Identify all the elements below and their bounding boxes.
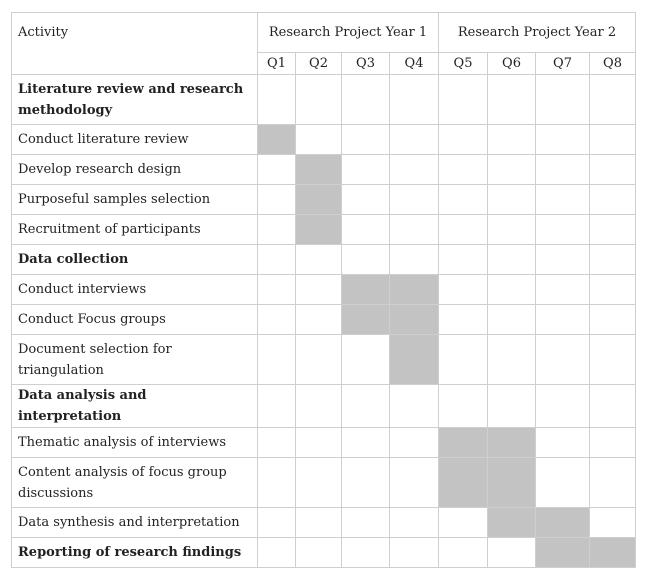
gantt-empty-cell (590, 275, 636, 305)
gantt-empty-cell (536, 458, 590, 508)
activity-label: Document selection for triangulation (12, 335, 258, 385)
gantt-empty-cell (536, 305, 590, 335)
gantt-empty-cell (536, 215, 590, 245)
gantt-empty-cell (342, 458, 390, 508)
gantt-empty-cell (536, 275, 590, 305)
gantt-body (12, 75, 636, 568)
gantt-empty-cell (296, 75, 342, 125)
gantt-empty-cell (590, 245, 636, 275)
gantt-empty-cell (258, 335, 296, 385)
gantt-empty-cell (258, 305, 296, 335)
gantt-empty-cell (296, 458, 342, 508)
gantt-empty-cell (536, 335, 590, 385)
activity-label: Data synthesis and interpretation (12, 508, 258, 538)
gantt-empty-cell (439, 155, 488, 185)
gantt-empty-cell (488, 305, 536, 335)
gantt-empty-cell (258, 538, 296, 568)
activity-row (12, 305, 636, 335)
gantt-bar-cell (296, 185, 342, 215)
gantt-empty-cell (390, 215, 439, 245)
section-row (12, 245, 636, 275)
gantt-empty-cell (342, 185, 390, 215)
section-label: Reporting of research findings (12, 538, 258, 568)
activity-row (12, 185, 636, 215)
gantt-empty-cell (258, 458, 296, 508)
gantt-empty-cell (488, 275, 536, 305)
gantt-empty-cell (390, 185, 439, 215)
gantt-empty-cell (590, 428, 636, 458)
activity-label: Content analysis of focus group discussions (12, 458, 258, 508)
gantt-empty-cell (258, 185, 296, 215)
gantt-empty-cell (488, 185, 536, 215)
quarter-header: Q1 (258, 53, 296, 75)
activity-row (12, 155, 636, 185)
gantt-empty-cell (258, 385, 296, 428)
gantt-empty-cell (258, 155, 296, 185)
gantt-table (11, 12, 636, 568)
gantt-empty-cell (439, 275, 488, 305)
gantt-empty-cell (258, 275, 296, 305)
gantt-empty-cell (488, 75, 536, 125)
gantt-bar-cell (342, 305, 390, 335)
gantt-empty-cell (296, 508, 342, 538)
gantt-empty-cell (342, 428, 390, 458)
gantt-empty-cell (590, 125, 636, 155)
gantt-bar-cell (296, 155, 342, 185)
gantt-empty-cell (590, 305, 636, 335)
activity-row (12, 125, 636, 155)
quarter-header: Q6 (488, 53, 536, 75)
section-row (12, 538, 636, 568)
quarter-header: Q8 (590, 53, 636, 75)
year1-header: Research Project Year 1 (258, 13, 439, 53)
activity-row (12, 275, 636, 305)
gantt-empty-cell (488, 335, 536, 385)
gantt-empty-cell (258, 245, 296, 275)
gantt-empty-cell (296, 305, 342, 335)
gantt-empty-cell (439, 245, 488, 275)
gantt-bar-cell (488, 508, 536, 538)
gantt-empty-cell (296, 275, 342, 305)
gantt-empty-cell (536, 428, 590, 458)
quarter-header: Q3 (342, 53, 390, 75)
header-row-years (12, 13, 636, 53)
gantt-empty-cell (439, 75, 488, 125)
gantt-bar-cell (390, 275, 439, 305)
activity-label: Conduct interviews (12, 275, 258, 305)
gantt-empty-cell (390, 155, 439, 185)
gantt-empty-cell (390, 385, 439, 428)
gantt-empty-cell (439, 508, 488, 538)
gantt-empty-cell (439, 185, 488, 215)
gantt-empty-cell (439, 215, 488, 245)
gantt-empty-cell (258, 215, 296, 245)
gantt-empty-cell (390, 458, 439, 508)
gantt-empty-cell (590, 385, 636, 428)
gantt-empty-cell (258, 508, 296, 538)
activity-header: Activity (12, 13, 258, 75)
gantt-empty-cell (488, 538, 536, 568)
gantt-empty-cell (342, 245, 390, 275)
gantt-empty-cell (296, 125, 342, 155)
gantt-bar-cell (296, 215, 342, 245)
gantt-empty-cell (342, 155, 390, 185)
gantt-empty-cell (390, 428, 439, 458)
year2-header: Research Project Year 2 (439, 13, 636, 53)
gantt-bar-cell (390, 335, 439, 385)
gantt-empty-cell (439, 538, 488, 568)
activity-row (12, 215, 636, 245)
gantt-empty-cell (439, 305, 488, 335)
gantt-empty-cell (258, 75, 296, 125)
gantt-empty-cell (390, 125, 439, 155)
gantt-empty-cell (342, 125, 390, 155)
gantt-empty-cell (536, 185, 590, 215)
gantt-bar-cell (536, 508, 590, 538)
activity-label: Recruitment of participants (12, 215, 258, 245)
gantt-empty-cell (536, 385, 590, 428)
gantt-empty-cell (342, 385, 390, 428)
activity-row (12, 508, 636, 538)
section-row (12, 75, 636, 125)
activity-row (12, 335, 636, 385)
gantt-bar-cell (536, 538, 590, 568)
gantt-bar-cell (390, 305, 439, 335)
activity-row (12, 428, 636, 458)
gantt-empty-cell (488, 385, 536, 428)
quarter-header: Q4 (390, 53, 439, 75)
gantt-empty-cell (390, 245, 439, 275)
gantt-empty-cell (390, 508, 439, 538)
section-label: Data analysis and interpretation (12, 385, 258, 428)
gantt-empty-cell (342, 75, 390, 125)
gantt-bar-cell (439, 458, 488, 508)
gantt-empty-cell (296, 428, 342, 458)
gantt-empty-cell (590, 215, 636, 245)
gantt-empty-cell (488, 125, 536, 155)
gantt-empty-cell (342, 508, 390, 538)
gantt-bar-cell (590, 538, 636, 568)
gantt-empty-cell (296, 335, 342, 385)
gantt-empty-cell (536, 125, 590, 155)
gantt-empty-cell (536, 155, 590, 185)
gantt-empty-cell (590, 155, 636, 185)
gantt-empty-cell (439, 125, 488, 155)
activity-label: Conduct Focus groups (12, 305, 258, 335)
gantt-empty-cell (296, 538, 342, 568)
gantt-empty-cell (488, 155, 536, 185)
gantt-empty-cell (590, 508, 636, 538)
section-row (12, 385, 636, 428)
gantt-empty-cell (258, 428, 296, 458)
gantt-empty-cell (296, 385, 342, 428)
activity-label: Purposeful samples selection (12, 185, 258, 215)
gantt-empty-cell (342, 335, 390, 385)
activity-label: Develop research design (12, 155, 258, 185)
gantt-empty-cell (536, 245, 590, 275)
gantt-bar-cell (488, 458, 536, 508)
gantt-bar-cell (258, 125, 296, 155)
gantt-empty-cell (488, 245, 536, 275)
gantt-bar-cell (488, 428, 536, 458)
gantt-empty-cell (590, 335, 636, 385)
section-label: Data collection (12, 245, 258, 275)
section-label: Literature review and research methodology (12, 75, 258, 125)
quarter-header: Q2 (296, 53, 342, 75)
gantt-empty-cell (390, 75, 439, 125)
gantt-empty-cell (342, 215, 390, 245)
gantt-empty-cell (390, 538, 439, 568)
quarter-header: Q7 (536, 53, 590, 75)
gantt-empty-cell (590, 458, 636, 508)
gantt-bar-cell (342, 275, 390, 305)
gantt-empty-cell (590, 75, 636, 125)
gantt-empty-cell (488, 215, 536, 245)
activity-row (12, 458, 636, 508)
gantt-empty-cell (296, 245, 342, 275)
activity-label: Conduct literature review (12, 125, 258, 155)
gantt-empty-cell (536, 75, 590, 125)
gantt-empty-cell (439, 335, 488, 385)
gantt-empty-cell (342, 538, 390, 568)
gantt-empty-cell (590, 185, 636, 215)
activity-label: Thematic analysis of interviews (12, 428, 258, 458)
quarter-header: Q5 (439, 53, 488, 75)
gantt-bar-cell (439, 428, 488, 458)
gantt-empty-cell (439, 385, 488, 428)
